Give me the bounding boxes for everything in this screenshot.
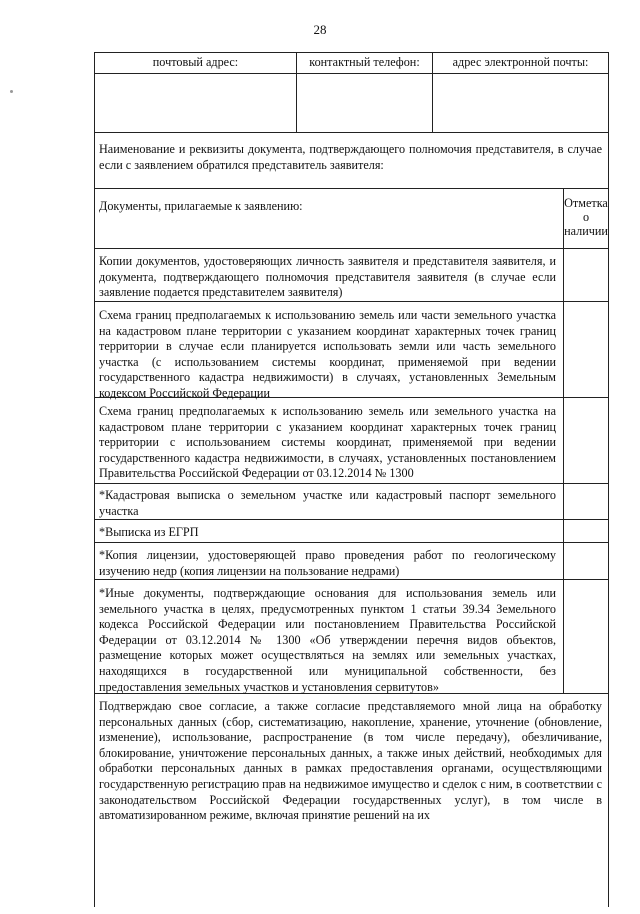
- postal-address-field[interactable]: [95, 74, 296, 132]
- attachment-label: *Кадастровая выписка о земельном участке или кадастровый паспорт земельного участка: [99, 488, 556, 518]
- attachment-row: [95, 398, 608, 484]
- attachments-header: Документы, прилагаемые к заявлению:: [99, 199, 303, 213]
- attachment-row: [95, 520, 608, 543]
- attachment-label: Копии документов, удостоверяющих личность заявителя и представителя заявителя, и документа, подтверждающего полномочия представителя заявителя (в случае если заявление подается представителем заявителя): [99, 254, 556, 300]
- attachment-label: *Иные документы, подтверждающие основания для использования земель или земельного участка в целях, предусмотренных пунктом 1 статьи 39.34 Земельного кодекса Российской Федерации или постановлением Правительства Российской Федерации от 03.12.2014 № 1300 «Об утверждении перечня видов объектов, размещение которых может осуществляться на землях или земельных участках, находящихся в государственной или муниципальной собственности, без предоставления земельных участков и установления сервитутов»: [99, 586, 556, 694]
- email-label: адрес электронной почты:: [432, 53, 608, 73]
- application-form-table: [94, 52, 609, 907]
- representative-doc-row: [95, 133, 608, 189]
- attachment-label: Схема границ предполагаемых к использованию земель или земельного участка на кадастровом плане территории с указанием координат характерных точек границ территории с использованием системы координат, применяемой при ведении государственного кадастра недвижимости, в случаях, установленных постановлением Правительства Российской Федерации от 03.12.2014 № 1300: [99, 404, 556, 481]
- attachment-checkbox[interactable]: [563, 580, 608, 693]
- attachment-checkbox[interactable]: [563, 302, 608, 397]
- attachment-row: [95, 543, 608, 580]
- page-number: 28: [313, 22, 327, 37]
- scan-speck: [10, 90, 13, 93]
- attachment-checkbox[interactable]: [563, 543, 608, 579]
- attachment-row: [95, 484, 608, 520]
- attachment-label: *Выписка из ЕГРП: [99, 525, 199, 539]
- consent-row: [95, 694, 608, 914]
- attachment-label: *Копия лицензии, удостоверяющей право проведения работ по геологическому изучению недр (копия лицензии на пользование недрами): [99, 548, 556, 578]
- postal-address-label: почтовый адрес:: [152, 55, 239, 69]
- contacts-values-row: [95, 74, 608, 133]
- attachment-row: [95, 302, 608, 398]
- attachment-checkbox[interactable]: [563, 520, 608, 542]
- attachment-checkbox[interactable]: [563, 398, 608, 483]
- phone-label: контактный телефон:: [296, 53, 432, 73]
- attachment-checkbox[interactable]: [563, 484, 608, 519]
- attachments-header-row: [95, 189, 608, 249]
- attachment-checkbox[interactable]: [563, 249, 608, 301]
- attachment-row: [95, 580, 608, 694]
- contacts-header-row: [95, 53, 608, 74]
- representative-doc-label: Наименование и реквизиты документа, подтверждающего полномочия представителя, в случае если с заявлением обратился представитель заявителя:: [99, 142, 602, 172]
- email-field[interactable]: [432, 74, 608, 132]
- phone-field[interactable]: [296, 74, 432, 132]
- attachment-row: [95, 249, 608, 302]
- attachment-label: Схема границ предполагаемых к использованию земель или части земельного участка на кадастровом плане территории с указанием координат характерных точек границ территории в случае если планируется использовать земли или часть земельного участка (с использованием системы координат, применяемой при ведении государственного кадастра недвижимости) в случаях, установленных Земельным кодексом Российской Федерации: [99, 308, 556, 400]
- mark-column-header: Отметка о наличии: [563, 189, 608, 248]
- consent-text: Подтверждаю свое согласие, а также согласие представляемого мной лица на обработку персональных данных (сбор, систематизацию, накопление, хранение, уточнение (обновление, изменение), использование, распространение (в том числе передачу), обезличивание, блокирование, уничтожение персональных данных, а также иных действий, необходимых для обработки персональных данных в рамках предоставления органами, осуществляющими государственную регистрацию прав на недвижимое имущество и сделок с ним, в соответствии с законодательством Российской Федерации государственных услуг), в том числе в автоматизированном режиме, включая принятие решений на их: [99, 699, 602, 823]
